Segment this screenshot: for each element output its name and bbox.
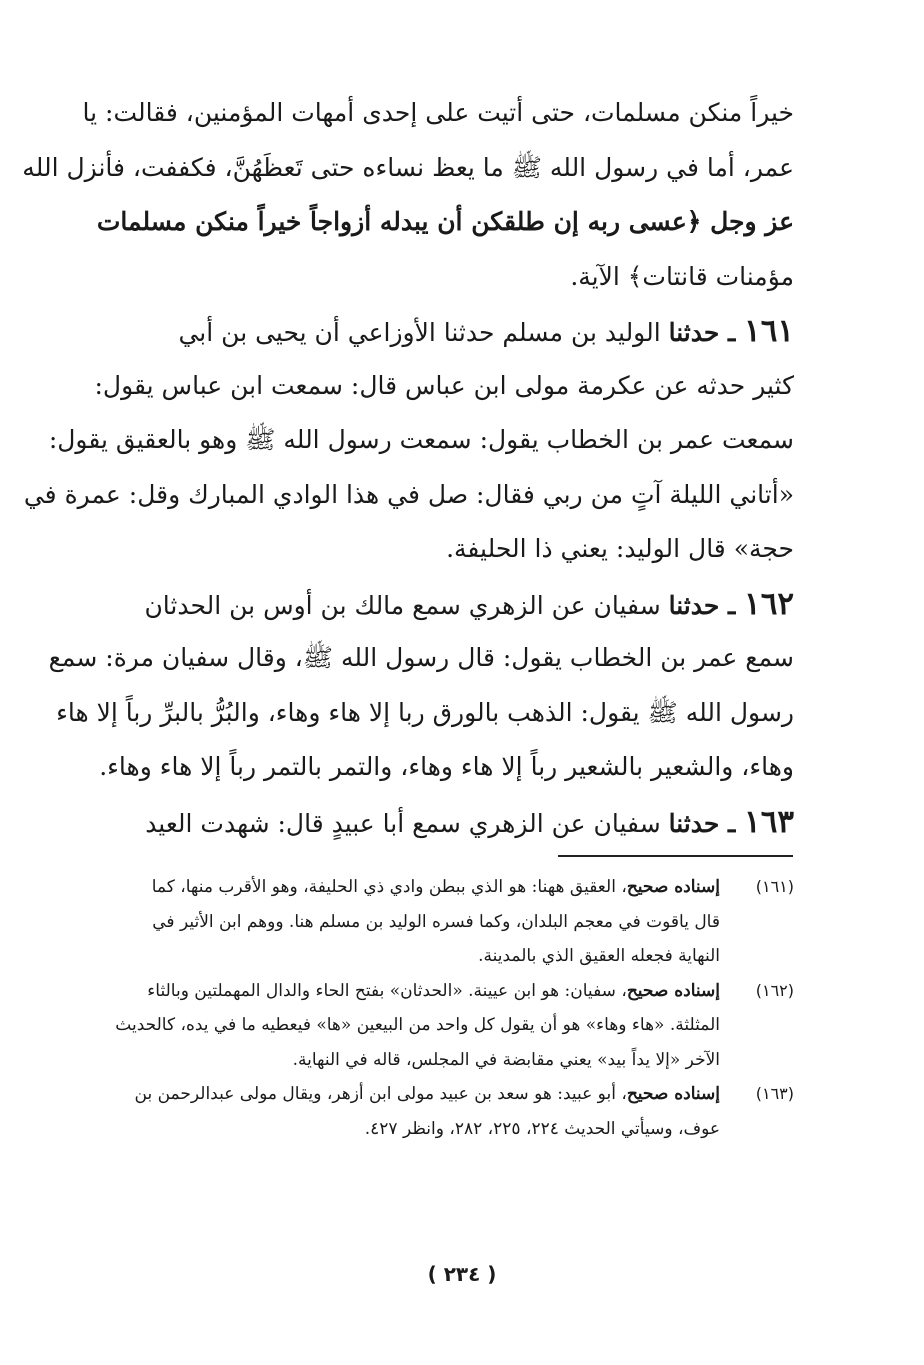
hadith-label: حدثنا xyxy=(668,590,720,620)
footnote-label: إسناده صحيح xyxy=(626,1084,720,1104)
hadith-number: ١٦١ xyxy=(744,313,794,349)
footnote-number: (١٦٢) xyxy=(755,980,794,1000)
hadith-label: حدثنا xyxy=(668,808,720,838)
footnotes xyxy=(78,870,794,1146)
text-line: كثير حدثه عن عكرمة مولى ابن عباس قال: سمعت ابن عباس يقول: xyxy=(94,370,794,400)
text-line: مؤمنات قانتات﴾ الآية. xyxy=(570,261,794,291)
footnote-text: ، سفيان: هو ابن عيينة. «الحدثان» بفتح الحاء والدال المهملتين وبالثاء xyxy=(147,980,627,1001)
hadith-dash: ـ xyxy=(719,808,745,838)
hadith-text: سفيان عن الزهري سمع أبا عبيدٍ قال: شهدت العيد xyxy=(145,808,669,838)
footnote-line xyxy=(78,1077,720,1112)
text-line: عز وجل ﴿عسى ربه إن طلقكن أن يبدله أزواجاً خيراً منكن مسلمات xyxy=(96,207,794,236)
footnote-line: المثلثة. «هاء وهاء» هو أن يقول كل واحد من البيعين «ها» فيعطيه ما في يده، كالحديث xyxy=(115,1015,720,1035)
hadith-161-heading xyxy=(76,304,794,359)
hadith-dash: ـ xyxy=(719,590,745,620)
footnote-text: ، العقيق ههنا: هو الذي ببطن وادي ذي الحليفة، وهو الأقرب منها، كما xyxy=(151,877,627,897)
hadith-dash: ـ xyxy=(719,318,745,347)
main-text xyxy=(22,86,794,849)
hadith-number: ١٦٢ xyxy=(744,585,794,622)
footnote-line: الآخر «إلا يداً بيد» يعني مقابضة في المجلس، قاله في النهاية. xyxy=(292,1049,720,1070)
footnote-163 xyxy=(78,1077,794,1146)
footnote-line: عوف، وسيأتي الحديث ٢٢٤، ٢٢٥، ٢٨٢، وانظر ٤٢٧. xyxy=(364,1118,720,1139)
text-line: سمعت عمر بن الخطاب يقول: سمعت رسول الله ﷺ وهو بالعقيق يقول: xyxy=(48,425,794,454)
footnote-label: إسناده صحيح xyxy=(626,980,720,1001)
text-line: عمر، أما في رسول الله ﷺ ما يعظ نساءه حتى تَعظَهُنَّ، فكففت، فأنزل الله xyxy=(22,152,794,182)
hadith-text: سفيان عن الزهري سمع مالك بن أوس بن الحدثان xyxy=(144,590,669,620)
text-line: سمع عمر بن الخطاب يقول: قال رسول الله ﷺ، وقال سفيان مرة: سمع xyxy=(48,643,794,672)
footnote-number: (١٦١) xyxy=(755,877,794,896)
text-line: خيراً منكن مسلمات، حتى أتيت على إحدى أمهات المؤمنين، فقالت: يا xyxy=(82,98,794,127)
hadith-number: ١٦٣ xyxy=(744,803,794,840)
footnote-162 xyxy=(78,974,794,1078)
hadith-text: الوليد بن مسلم حدثنا الأوزاعي أن يحيى بن أبي xyxy=(178,318,669,347)
footnote-line xyxy=(78,974,720,1009)
hadith-163-heading xyxy=(76,795,794,850)
footnote-line: قال ياقوت في معجم البلدان، وكما فسره الوليد بن مسلم هنا. ووهم ابن الأثير في xyxy=(152,911,720,932)
footnote-line xyxy=(78,870,720,905)
text-line: رسول الله ﷺ يقول: الذهب بالورق ربا إلا هاء وهاء، والبُرُّ بالبرِّ رباً إلا هاء xyxy=(56,697,794,727)
footnote-line: النهاية فجعله العقيق الذي بالمدينة. xyxy=(478,946,720,966)
text-line: وهاء، والشعير بالشعير رباً إلا هاء وهاء، والتمر بالتمر رباً إلا هاء وهاء. xyxy=(99,752,794,781)
footnote-divider xyxy=(558,855,793,857)
text-line: «أتاني الليلة آتٍ من ربي فقال: صل في هذا الوادي المبارك وقل: عمرة في xyxy=(23,479,794,509)
text-line: حجة» قال الوليد: يعني ذا الحليفة. xyxy=(446,534,794,563)
footnote-161 xyxy=(78,870,794,974)
footnote-number: (١٦٣) xyxy=(755,1084,794,1103)
footnote-label: إسناده صحيح xyxy=(626,877,720,897)
hadith-label: حدثنا xyxy=(668,318,720,347)
footnote-text: ، أبو عبيد: هو سعد بن عبيد مولى ابن أزهر، ويقال مولى عبدالرحمن بن xyxy=(134,1084,627,1104)
page-number: ( ٢٣٤ ) xyxy=(427,1262,497,1286)
hadith-162-heading xyxy=(76,577,794,632)
